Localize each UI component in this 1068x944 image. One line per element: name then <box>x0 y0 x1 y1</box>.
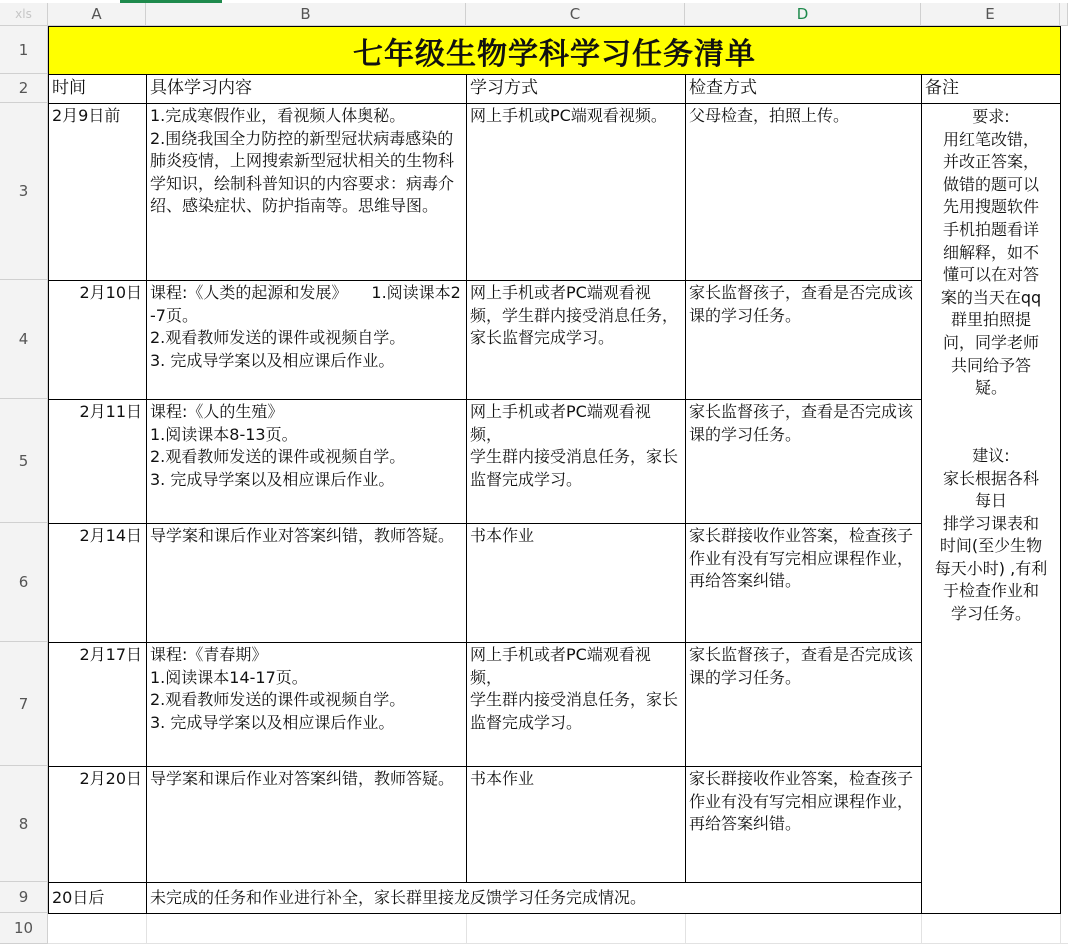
gridline <box>685 913 686 944</box>
task-method-cell[interactable]: 网上手机或者PC端观看视频， 学生群内接受消息任务，家长监督完成学习。 <box>466 642 686 767</box>
task-content-cell[interactable]: 1.完成寒假作业，看视频人体奥秘。 2.围绕我国全力防控的新型冠状病毒感染的肺炎疫情，上网搜索新型冠状相关的生物科学知识，绘制科普知识的内容要求：病毒介绍、感染症状、防护指南等。思维导图。 <box>146 103 467 281</box>
task-date-cell[interactable]: 2月14日 <box>48 523 147 643</box>
gridline <box>466 913 467 944</box>
sheet-title[interactable]: 七年级生物学科学习任务清单 <box>48 26 1061 75</box>
task-method-cell[interactable]: 网上手机或PC端观看视频。 <box>466 103 686 281</box>
row-header-7[interactable]: 7 <box>0 642 48 766</box>
task-date-cell[interactable]: 2月11日 <box>48 399 147 524</box>
header-content[interactable]: 具体学习内容 <box>146 74 467 104</box>
task-date-cell[interactable]: 2月20日 <box>48 766 147 883</box>
task-check-cell[interactable]: 家长监督孩子，查看是否完成该课的学习任务。 <box>685 399 922 524</box>
task-check-cell[interactable]: 家长监督孩子，查看是否完成该课的学习任务。 <box>685 642 922 767</box>
corner-select-all[interactable]: xls <box>0 3 48 26</box>
task-method-cell[interactable]: 书本作业 <box>466 766 686 883</box>
gridline <box>146 913 147 944</box>
task-content-cell[interactable]: 导学案和课后作业对答案纠错，教师答疑。 <box>146 766 467 883</box>
task-method-cell[interactable]: 网上手机或者PC端观看视频，学生群内接受消息任务，家长监督完成学习。 <box>466 280 686 400</box>
row-header-5[interactable]: 5 <box>0 399 48 523</box>
row-header-8[interactable]: 8 <box>0 766 48 882</box>
row-header-3[interactable]: 3 <box>0 103 48 280</box>
row-header-6[interactable]: 6 <box>0 523 48 642</box>
task-method-cell[interactable]: 网上手机或者PC端观看视频， 学生群内接受消息任务，家长监督完成学习。 <box>466 399 686 524</box>
row-header-9[interactable]: 9 <box>0 882 48 913</box>
task-content-cell[interactable]: 课程:《人类的起源和发展》 1.阅读课本2-7页。 2.观看教师发送的课件或视频自学。 3. 完成导学案以及相应课后作业。 <box>146 280 467 400</box>
task-check-cell[interactable]: 父母检查，拍照上传。 <box>685 103 922 281</box>
task-check-cell[interactable]: 家长群接收作业答案，检查孩子作业有没有写完相应课程作业，再给答案纠错。 <box>685 766 922 883</box>
column-header-a[interactable]: A <box>48 3 146 26</box>
column-header-b[interactable]: B <box>146 3 466 26</box>
task-content-cell[interactable]: 课程:《人的生殖》 1.阅读课本8-13页。 2.观看教师发送的课件或视频自学。 3. 完成导学案以及相应课后作业。 <box>146 399 467 524</box>
row-header-10[interactable]: 10 <box>0 913 48 944</box>
task-method-cell[interactable]: 书本作业 <box>466 523 686 643</box>
column-header-c[interactable]: C <box>466 3 685 26</box>
header-time[interactable]: 时间 <box>48 74 147 104</box>
task-date-cell[interactable]: 2月10日 <box>48 280 147 400</box>
column-header-e[interactable]: E <box>921 3 1060 26</box>
task-content-cell[interactable]: 课程:《青春期》 1.阅读课本14-17页。 2.观看教师发送的课件或视频自学。 3. 完成导学案以及相应课后作业。 <box>146 642 467 767</box>
header-note[interactable]: 备注 <box>921 74 1061 104</box>
task-date-cell[interactable]: 2月17日 <box>48 642 147 767</box>
task-date-cell[interactable]: 2月9日前 <box>48 103 147 281</box>
row-header-1[interactable]: 1 <box>0 26 48 74</box>
header-check[interactable]: 检查方式 <box>685 74 922 104</box>
header-method[interactable]: 学习方式 <box>466 74 686 104</box>
column-header-f <box>1060 3 1068 26</box>
final-content-cell[interactable]: 未完成的任务和作业进行补全，家长群里接龙反馈学习任务完成情况。 <box>146 882 922 914</box>
note-cell[interactable]: 要求: 用红笔改错， 并改正答案， 做错的题可以 先用搜题软件 手机拍题看详 细解释，如不 懂可以在对答 案的当天在qq 群里拍照提 问，同学老师 共同给予答 疑。 建议: 家长根据各科 每日 排学习课表和 时间(至少生物 每天小时) ,有利 于检查作业和 学习任务。 <box>921 103 1061 914</box>
column-header-d[interactable]: D <box>685 3 921 26</box>
task-check-cell[interactable]: 家长群接收作业答案，检查孩子作业有没有写完相应课程作业，再给答案纠错。 <box>685 523 922 643</box>
row-header-4[interactable]: 4 <box>0 280 48 399</box>
task-content-cell[interactable]: 导学案和课后作业对答案纠错，教师答疑。 <box>146 523 467 643</box>
gridline <box>921 913 922 944</box>
task-check-cell[interactable]: 家长监督孩子，查看是否完成该课的学习任务。 <box>685 280 922 400</box>
final-date-cell[interactable]: 20日后 <box>48 882 147 914</box>
row-header-2[interactable]: 2 <box>0 74 48 103</box>
